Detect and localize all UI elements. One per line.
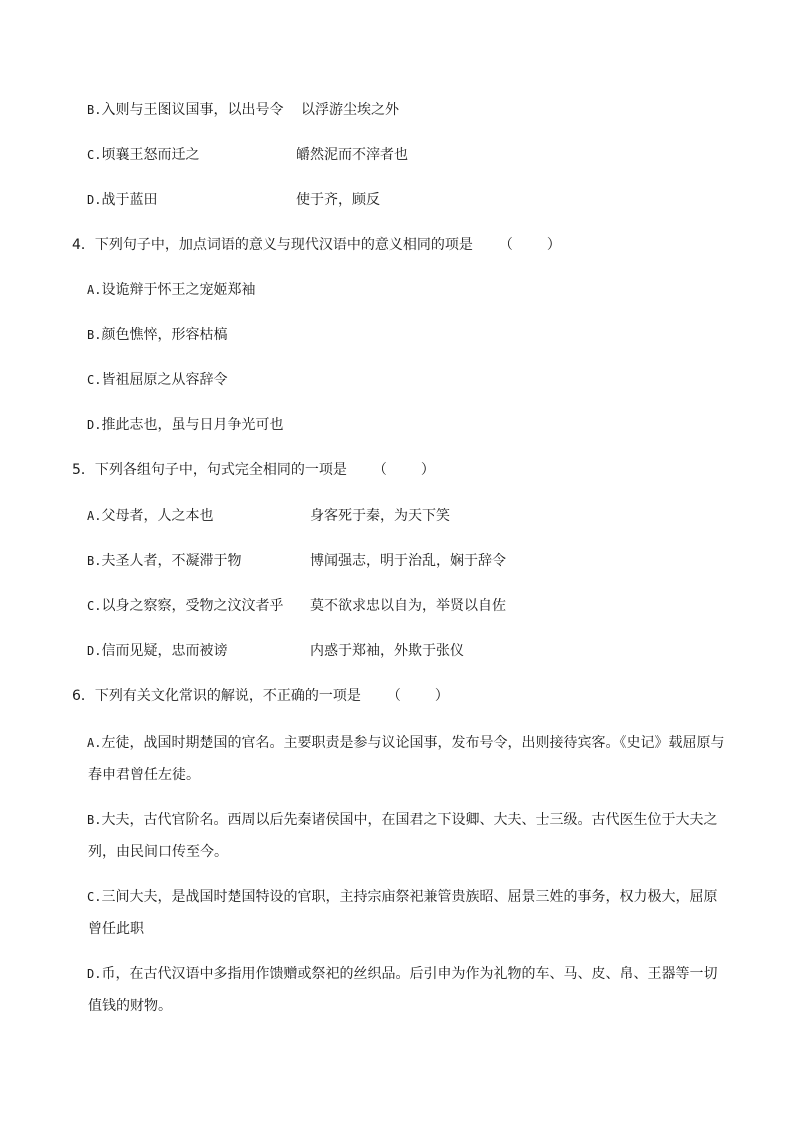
q4-option-b [87, 325, 227, 345]
q6-option-c-line2: 曾任此职 [88, 921, 144, 937]
q5-option-b [87, 551, 506, 571]
q6-option-d-line2: 值钱的财物。 [88, 998, 172, 1014]
option-left-text: 以身之察察，受物之汶汶者乎 [101, 598, 284, 614]
q6-option-b-line2: 列，由民间口传至今。 [88, 844, 228, 860]
answer-blank: （ ） [498, 237, 561, 253]
option-letter: D. [87, 193, 102, 207]
option-text: 皆祖屈原之从容辞令 [101, 372, 228, 388]
option-right-text: 皭然泥而不滓者也 [296, 147, 408, 163]
option-left-text: 信而见疑，忠而被谤 [101, 643, 228, 659]
q6-option-c-line1 [87, 887, 717, 907]
option-right-text: 内惑于郑袖，外欺于张仪 [310, 643, 464, 659]
q6-option-d-line1 [87, 964, 717, 984]
option-left-text: 顷襄王怒而迁之 [101, 147, 200, 163]
option-right-text: 使于齐，顾反 [296, 192, 380, 208]
question-text: 5．下列各组句子中，句式完全相同的一项是 [72, 462, 347, 478]
q5-option-c [87, 596, 506, 616]
option-letter: A. [87, 283, 102, 297]
q6-stem [72, 686, 449, 706]
option-letter: B. [87, 328, 102, 342]
q4-stem [72, 235, 561, 255]
option-letter: C. [87, 890, 102, 904]
option-right-text: 以浮游尘埃之外 [301, 102, 399, 118]
option-letter: A. [87, 509, 102, 523]
option-letter: B. [87, 103, 102, 117]
q6-option-b-line1 [87, 810, 717, 830]
answer-blank: （ ） [386, 688, 449, 704]
option-text: 左徒，战国时期楚国的官名。主要职责是参与议论国事，发布号令，出则接待宾客。《史记》载屈原与 [101, 735, 725, 751]
option-text: 设诡辩于怀王之宠姬郑袖 [101, 282, 256, 298]
q3-option-b [87, 100, 399, 120]
option-letter: C. [87, 373, 102, 387]
option-letter: A. [87, 736, 102, 750]
q6-option-a-line1 [87, 733, 724, 753]
option-letter: C. [87, 148, 102, 162]
option-letter: B. [87, 813, 102, 827]
option-letter: D. [87, 967, 102, 981]
option-right-text: 莫不欲求忠以自为，举贤以自佐 [310, 598, 506, 614]
option-text: 三间大夫，是战国时楚国特设的官职，主持宗庙祭祀兼管贵族昭、屈景三姓的事务，权力极大，屈原 [101, 889, 718, 905]
q4-option-c [87, 370, 227, 390]
option-letter: B. [87, 554, 102, 568]
option-left-text: 父母者，人之本也 [101, 508, 214, 524]
option-left-text: 夫圣人者，不凝滞于物 [101, 553, 242, 569]
q5-option-d [87, 641, 464, 661]
option-text: 币，在古代汉语中多指用作馈赠或祭祀的丝织品。后引申为作为礼物的车、马、皮、帛、王器等一切 [101, 966, 718, 982]
option-text: 颜色憔悴，形容枯槁 [101, 327, 228, 343]
option-letter: C. [87, 599, 102, 613]
q3-option-d [87, 190, 380, 210]
option-left-text: 战于蓝田 [101, 192, 158, 208]
option-right-text: 博闻强志，明于治乱，娴于辞令 [310, 553, 506, 569]
option-letter: D. [87, 644, 102, 658]
q5-option-a [87, 506, 450, 526]
answer-blank: （ ） [372, 462, 435, 478]
option-text: 推此志也，虽与日月争光可也 [101, 417, 284, 433]
option-right-text: 身客死于秦，为天下笑 [310, 508, 450, 524]
q4-option-d [87, 415, 283, 435]
option-left-text: 入则与王图议国事，以出号令 [101, 102, 284, 118]
question-text: 6．下列有关文化常识的解说，不正确的一项是 [72, 688, 361, 704]
q6-option-a-line2: 春申君曾任左徒。 [88, 767, 200, 783]
q3-option-c [87, 145, 408, 165]
question-text: 4．下列句子中，加点词语的意义与现代汉语中的意义相同的项是 [72, 237, 473, 253]
option-text: 大夫，古代官阶名。西周以后先秦诸侯国中，在国君之下设卿、大夫、士三级。古代医生位于大夫之 [101, 812, 718, 828]
option-letter: D. [87, 418, 102, 432]
q4-option-a [87, 280, 255, 300]
q5-stem [72, 460, 435, 480]
